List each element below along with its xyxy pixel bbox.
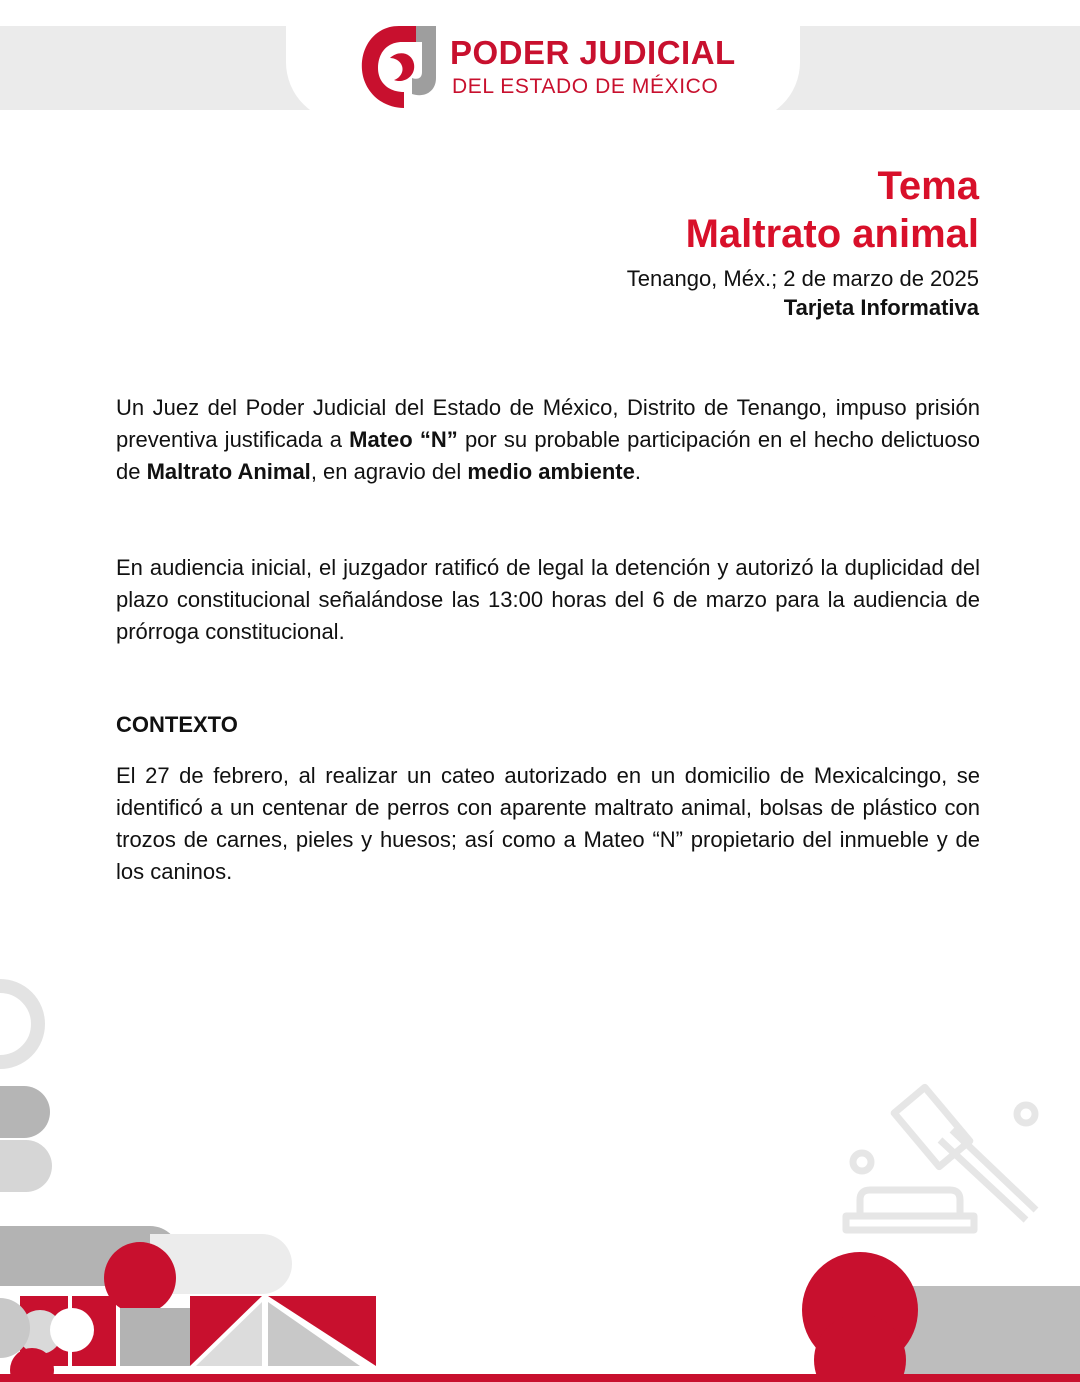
logo [354, 18, 754, 118]
title-label: Tema [877, 164, 979, 208]
decorative-circles-bottom-right [740, 1240, 1080, 1374]
org-name: PODER JUDICIAL [450, 34, 736, 71]
title-topic: Maltrato animal [685, 212, 979, 256]
gavel-watermark-icon [840, 1070, 1060, 1240]
bottom-accent-line [0, 1374, 1080, 1382]
paragraph-1-text-c: , en agravio del [310, 459, 468, 484]
paragraph-1-text-a: Un Juez del Poder Judicial del Estado de México, Distrito de Tenango, impuso prisión preventiva justificada a [116, 395, 980, 452]
decorative-geometric-pattern [0, 1226, 390, 1376]
place-date: Tenango, Méx.; 2 de marzo de 2025 [626, 266, 979, 291]
paragraph-2: En audiencia inicial, el juzgador ratificó de legal la detención y autorizó la duplicidad del plazo constitucional señalándose las 13:00 horas del 6 de marzo para la audiencia de prórroga constitucional. [116, 555, 980, 644]
paragraph-1-bold-victim: medio ambiente [467, 459, 635, 484]
paragraph-3: El 27 de febrero, al realizar un cateo autorizado en un domicilio de Mexicalcingo, se identificó a un centenar de perros con aparente maltrato animal, bolsas de plástico con trozos de carnes, pieles y huesos; así como a Mateo “N” propietario del inmueble y de los caninos. [116, 763, 980, 884]
paragraph-1-text-b: por su probable participación en el hecho delictuoso de [116, 427, 981, 484]
paragraph-1-bold-name: Mateo “N” [349, 427, 458, 452]
title-block [627, 162, 979, 322]
decorative-ring-shape [0, 966, 48, 1086]
decorative-pill-shapes [0, 1082, 56, 1192]
paragraph-1-bold-crime: Maltrato Animal [146, 459, 311, 484]
paragraph-1-text-d: . [634, 459, 641, 484]
document-type: Tarjeta Informativa [783, 295, 979, 320]
poder-judicial-logo-icon [354, 18, 444, 118]
context-heading: CONTEXTO [116, 712, 238, 737]
paragraph-1 [116, 392, 980, 488]
org-subname: DEL ESTADO DE MÉXICO [452, 75, 719, 98]
